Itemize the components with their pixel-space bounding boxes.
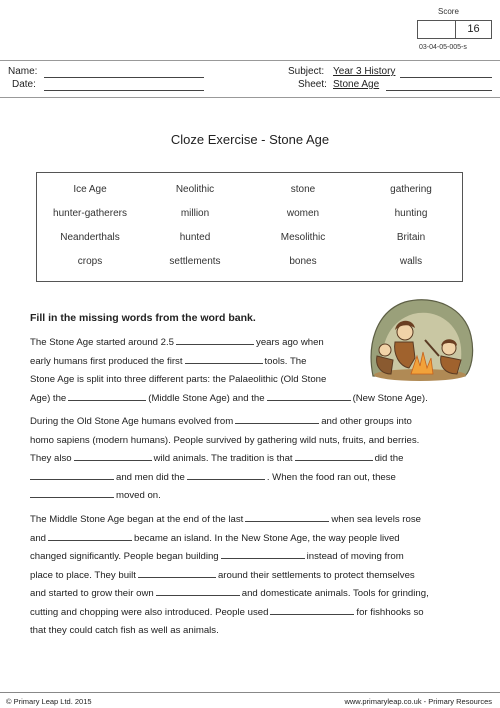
blank[interactable] (138, 568, 216, 578)
sheet-label: Sheet: (298, 79, 327, 90)
word-bank-word: stone (290, 184, 316, 195)
text: moved on. (116, 490, 161, 501)
word-bank-word: Neolithic (175, 184, 215, 195)
blank[interactable] (245, 512, 329, 522)
text: cutting and chopping were also introduced. People used (30, 606, 269, 618)
score-box (417, 20, 492, 39)
sheet-line (386, 90, 492, 91)
word-bank-word: Neanderthals (60, 232, 120, 243)
text: . When the food ran out, these (266, 471, 396, 483)
text: for fishhooks so (356, 606, 424, 618)
text: did the (374, 453, 404, 464)
word-bank-word: settlements (169, 256, 221, 267)
text: (Middle Stone Age) and the (148, 392, 265, 404)
blank[interactable] (235, 414, 319, 424)
footer-divider (0, 692, 500, 693)
text: around their settlements to protect themselves (217, 569, 415, 581)
text: tools. The (264, 355, 307, 367)
paragraph-2 (30, 413, 419, 506)
word-bank-word: hunted (179, 232, 211, 243)
blank[interactable] (270, 605, 354, 615)
footer-copyright: © Primary Leap Ltd. 2015 (6, 697, 92, 706)
blank[interactable] (156, 586, 240, 596)
text: and (30, 532, 47, 544)
text: when sea levels rose (331, 514, 421, 525)
word-bank-word: gathering (390, 184, 432, 195)
header-divider-bottom (0, 97, 500, 98)
text: changed significantly. People began building (30, 551, 219, 562)
text: and other groups into (321, 416, 412, 427)
blank[interactable] (48, 531, 132, 541)
word-bank-word: Britain (396, 232, 426, 243)
date-label: Date: (12, 79, 36, 90)
word-bank-word: million (180, 208, 210, 219)
word-bank-word: women (286, 208, 320, 219)
blank[interactable] (30, 470, 114, 480)
page-title: Cloze Exercise - Stone Age (170, 132, 330, 147)
blank[interactable] (68, 391, 146, 401)
blank[interactable] (221, 549, 305, 559)
text: and domesticate animals. Tools for grinding, (241, 588, 429, 599)
paragraph-1 (30, 334, 428, 408)
blank[interactable] (185, 354, 263, 364)
word-bank-word: hunting (394, 208, 428, 219)
blank[interactable] (74, 451, 152, 461)
text: became an island. In the New Stone Age, the way people lived (134, 532, 400, 544)
paragraph-3 (30, 511, 429, 641)
text: The Middle Stone Age began at the end of the last (30, 514, 244, 525)
sheet-value: Stone Age (333, 79, 380, 90)
word-bank-word: bones (289, 256, 317, 267)
text: that they could catch fish as well as animals. (30, 625, 219, 636)
text: The Stone Age started around 2.5 (30, 337, 175, 348)
text: Stone Age is split into three different parts: the Palaeolithic (Old Stone (30, 374, 327, 385)
subject-value: Year 3 History (333, 66, 396, 77)
text: Age) the (30, 392, 67, 404)
instruction: Fill in the missing words from the word bank. (30, 312, 256, 324)
subject-label: Subject: (288, 66, 325, 77)
date-field[interactable] (44, 90, 204, 91)
footer-website: www.primaryleap.co.uk - Primary Resources (344, 697, 492, 706)
name-label: Name: (8, 66, 38, 77)
text: (New Stone Age). (352, 392, 428, 404)
word-bank-word: hunter-gatherers (53, 208, 127, 219)
blank[interactable] (176, 335, 254, 345)
text: During the Old Stone Age humans evolved from (30, 416, 234, 427)
text: and started to grow their own (30, 588, 154, 599)
header-divider-top (0, 60, 500, 61)
word-bank-word: Mesolithic (280, 232, 326, 243)
blank[interactable] (267, 391, 351, 401)
score-label: Score (438, 7, 459, 16)
score-value: 16 (467, 23, 480, 35)
text: wild animals. The tradition is that (153, 453, 293, 464)
word-bank-word: Ice Age (73, 184, 107, 195)
blank[interactable] (30, 488, 114, 498)
subject-line (400, 77, 492, 78)
word-bank-word: crops (77, 256, 103, 267)
blank[interactable] (295, 451, 373, 461)
text: instead of moving from (306, 551, 404, 562)
text: They also (30, 453, 72, 464)
blank[interactable] (187, 470, 265, 480)
text: and men did the (116, 471, 185, 483)
text: homo sapiens (modern humans). People survived by gathering wild nuts, fruits, and berries. (30, 434, 420, 446)
text: early humans first produced the first (30, 355, 183, 367)
name-field[interactable] (44, 77, 204, 78)
text: place to place. They built (30, 569, 136, 581)
word-bank-word: walls (399, 256, 423, 267)
word-bank (36, 172, 463, 282)
worksheet-code: 03-04-05-005-s (419, 44, 467, 51)
text: years ago when (256, 337, 324, 348)
